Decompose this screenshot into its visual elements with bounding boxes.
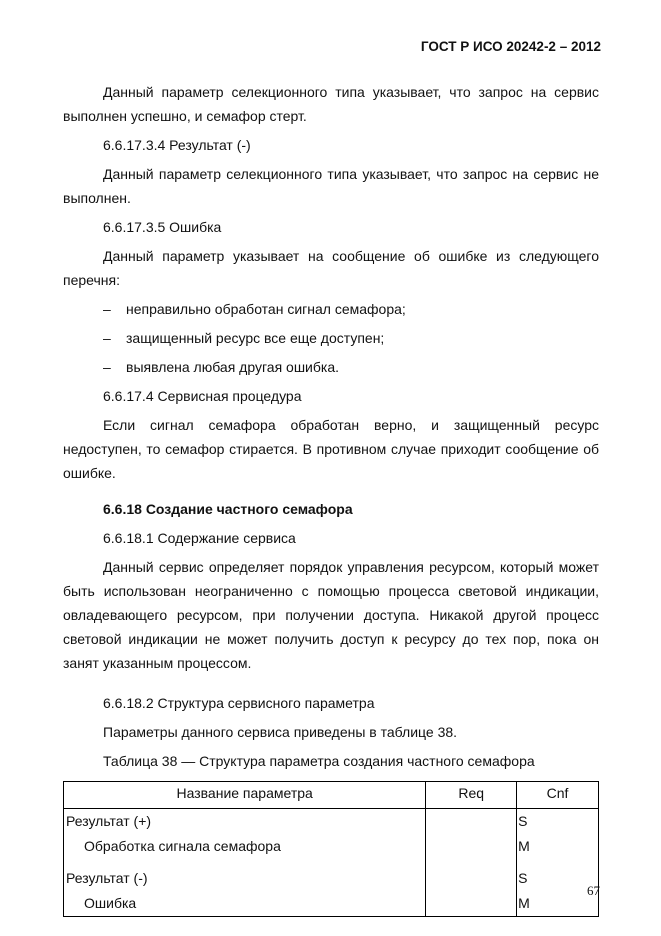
table-caption: Таблица 38 — Структура параметра создания частного семафора [103, 753, 535, 769]
table-row [64, 866, 599, 891]
cell-cnf: M [517, 891, 599, 917]
paragraph-error: Данный параметр указывает на сообщение об ошибке из следующего перечня: [63, 248, 599, 288]
cell-req [426, 866, 517, 891]
list-item-text: защищенный ресурс все еще доступен; [126, 330, 385, 346]
page-content [63, 80, 599, 917]
paragraph-table-ref: Параметры данного сервиса приведены в таблице 38. [103, 724, 458, 740]
section-6-6-18: 6.6.18 Создание частного семафора [103, 501, 353, 517]
header-req: Req [426, 782, 517, 809]
section-6-6-17-3-4: 6.6.17.3.4 Результат (-) [103, 137, 251, 153]
section-6-6-17-3-5: 6.6.17.3.5 Ошибка [103, 219, 222, 235]
cell-name: Ошибка [64, 891, 426, 917]
section-6-6-17-4: 6.6.17.4 Сервисная процедура [103, 388, 302, 404]
section-6-6-18-1: 6.6.18.1 Содержание сервиса [103, 530, 296, 546]
parameters-table [63, 781, 599, 917]
cell-name: Результат (+) [64, 809, 426, 835]
list-dash: – [103, 359, 111, 375]
paragraph-service-content: Данный сервис определяет порядок управления ресурсом, который может быть использован неограниченно с помощью процесса световой индикации, овладевающего ресурсом, при получении доступа. Никакой другой процесс световой индикации не может получить доступ к ресурсу до тех пор, пока он занят указанным процессом. [63, 559, 599, 671]
paragraph-procedure: Если сигнал семафора обработан верно, и защищенный ресурс недоступен, то семафор стирается. В противном случае приходит сообщение об ошибке. [63, 417, 599, 481]
list-dash: – [103, 301, 111, 317]
cell-req [426, 891, 517, 917]
list-dash: – [103, 330, 111, 346]
section-6-6-18-2: 6.6.18.2 Структура сервисного параметра [103, 695, 375, 711]
cell-req [426, 809, 517, 835]
cell-cnf: M [517, 834, 599, 866]
list-item [63, 326, 599, 350]
list-item-text: выявлена любая другая ошибка. [126, 359, 340, 375]
cell-name: Обработка сигнала семафора [64, 834, 426, 866]
cell-cnf: S [517, 866, 599, 891]
table-row [64, 891, 599, 917]
list-item [63, 297, 599, 321]
table-row [64, 834, 599, 866]
cell-name: Результат (-) [64, 866, 426, 891]
header-cnf: Cnf [517, 782, 599, 809]
cell-cnf: S [517, 809, 599, 835]
document-header: ГОСТ Р ИСО 20242-2 – 2012 [420, 39, 601, 54]
list-item [63, 355, 599, 379]
table-header-row [64, 782, 599, 809]
cell-req [426, 834, 517, 866]
paragraph-success: Данный параметр селекционного типа указывает, что запрос на сервис выполнен успешно, и семафор стерт. [63, 84, 599, 124]
header-name: Название параметра [64, 782, 426, 809]
page-number: 67 [587, 883, 600, 898]
table-row [64, 809, 599, 835]
paragraph-failure: Данный параметр селекционного типа указывает, что запрос на сервис не выполнен. [63, 166, 599, 206]
list-item-text: неправильно обработан сигнал семафора; [126, 301, 406, 317]
